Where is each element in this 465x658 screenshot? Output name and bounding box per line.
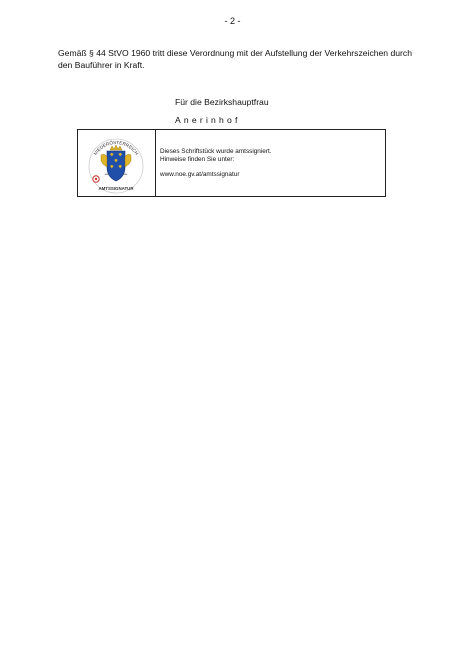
seal-bottom-text: AMTSSIGNATUR [98, 186, 134, 191]
signature-name: Anerinhof [175, 115, 241, 125]
box-divider [155, 130, 156, 196]
amtssignatur-line-1: Dieses Schriftstück wurde amtssigniert. [160, 148, 272, 155]
amtssignatur-text [160, 148, 272, 179]
page-number: - 2 - [224, 16, 241, 26]
amtssignatur-box [77, 129, 386, 197]
seal-top-text: NIEDERÖSTERREICH [92, 139, 140, 156]
official-seal-icon [83, 133, 149, 195]
amtssignatur-line-2: Hinweise finden Sie unter: [160, 156, 235, 163]
amtssignatur-url: www.noe.gv.at/amtssignatur [160, 171, 240, 178]
signature-label: Für die Bezirkshauptfrau [175, 97, 269, 107]
body-paragraph: Gemäß § 44 StVO 1960 tritt diese Verordnung mit der Aufstellung der Verkehrszeichen durch den Bauführer in Kraft. [58, 48, 412, 70]
